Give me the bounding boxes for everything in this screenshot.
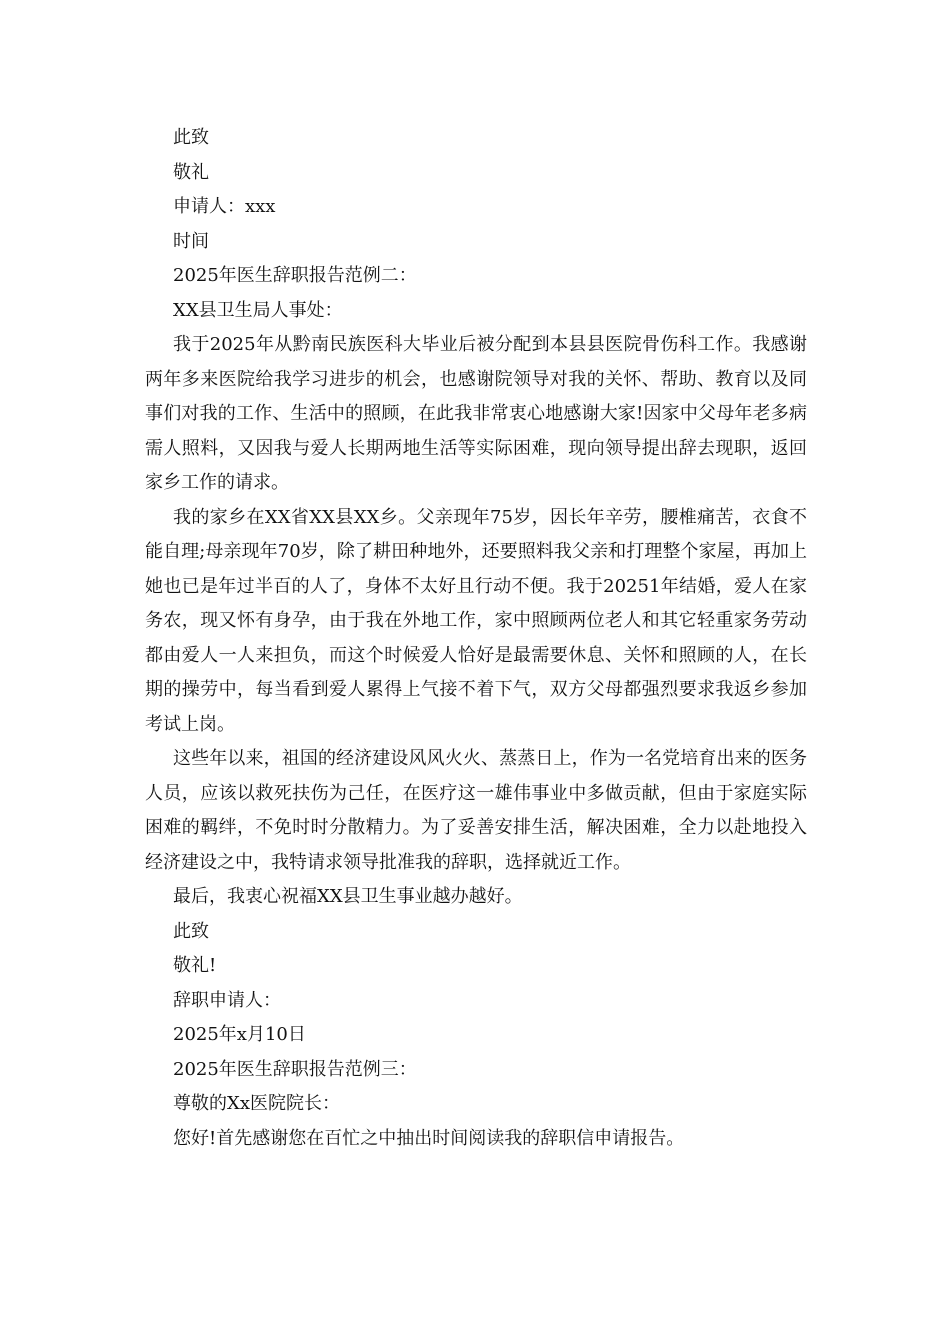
- applicant-line: 申请人：xxx: [173, 196, 276, 217]
- example2-salute: 敬礼!: [173, 955, 217, 976]
- example2-wish: 最后，我衷心祝福XX县卫生事业越办越好。: [173, 886, 523, 907]
- example2-greeting: 此致: [173, 920, 209, 942]
- example2-paragraph-1: 我于2025年从黔南民族医科大毕业后被分配到本县县医院骨伤科工作。我感谢两年多来医院给我学习进步的机会，也感谢院领导对我的关怀、帮助、教育以及同事们对我的工作、生活中的照顾，在此我非常衷心地感谢大家!因家中父母年老多病需人照料，又因我与爱人长期两地生活等实际困难，现向领导提出辞去现职，返回家乡工作的请求。: [145, 334, 807, 493]
- example2-paragraph-3: 这些年以来，祖国的经济建设风风火火、蒸蒸日上，作为一名党培育出来的医务人员，应该以救死扶伤为己任，在医疗这一雄伟事业中多做贡献，但由于家庭实际困难的羁绊，不免时时分散精力。为了妥善安排生活，解决困难，全力以赴地投入经济建设之中，我特请求领导批准我的辞职，选择就近工作。: [145, 748, 807, 873]
- example2-date: 2025年x月10日: [173, 1024, 306, 1045]
- closing-greeting: 此致: [173, 127, 209, 148]
- example2-heading: 2025年医生辞职报告范例二：: [173, 265, 417, 286]
- example2-applicant: 辞职申请人：: [173, 989, 281, 1011]
- document-body: [145, 121, 807, 1156]
- example3-opening: 您好!首先感谢您在百忙之中抽出时间阅读我的辞职信申请报告。: [173, 1127, 685, 1149]
- example2-paragraph-2: 我的家乡在XX省XX县XX乡。父亲现年75岁，因长年辛劳，腰椎痛苦，衣食不能自理;母亲现年70岁，除了耕田种地外，还要照料我父亲和打理整个家屋，再加上她也已是年过半百的人了，身体不太好且行动不便。我于20251年结婚，爱人在家务农，现又怀有身孕，由于我在外地工作，家中照顾两位老人和其它轻重家务劳动都由爱人一人来担负，而这个时候爱人恰好是最需要休息、关怀和照顾的人，在长期的操劳中，每当看到爱人累得上气接不着下气，双方父母都强烈要求我返乡参加考试上岗。: [145, 506, 807, 735]
- example3-addressee: 尊敬的Xx医院院长：: [173, 1093, 340, 1114]
- closing-salute: 敬礼: [173, 161, 209, 183]
- example2-addressee: XX县卫生局人事处：: [173, 299, 343, 321]
- time-line: 时间: [173, 230, 209, 252]
- example3-heading: 2025年医生辞职报告范例三：: [173, 1058, 417, 1080]
